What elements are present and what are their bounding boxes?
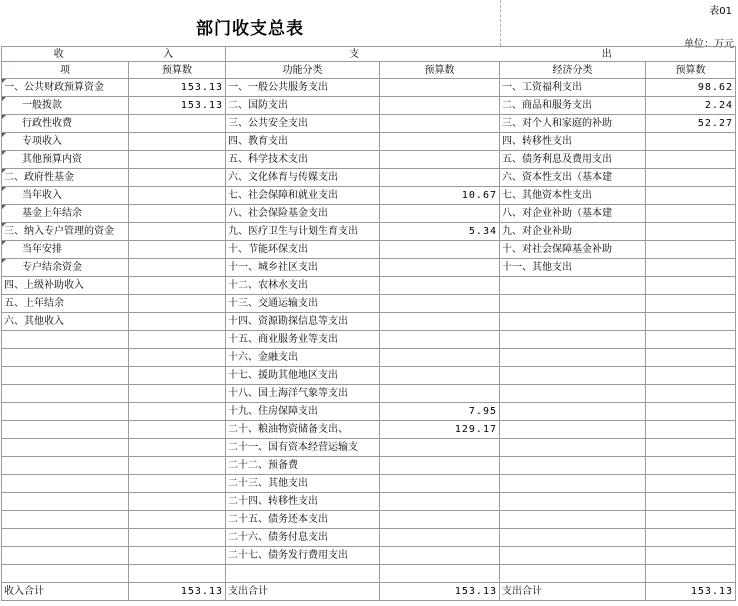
function-amount [380,295,500,313]
income-amount [129,277,226,295]
function-item: 五、科学技术支出 [226,151,380,169]
function-amount [380,205,500,223]
economic-amount [646,385,736,403]
income-amount [129,367,226,385]
income-total-label: 收入合计 [2,583,129,601]
economic-item: 三、对个人和家庭的补助 [500,115,646,133]
function-amount [380,529,500,547]
income-amount [129,313,226,331]
income-item [2,403,129,421]
function-item: 三、公共安全支出 [226,115,380,133]
income-item: 六、其他收入 [2,313,129,331]
economic-item: 十一、其他支出 [500,259,646,277]
table-row [2,295,736,313]
economic-item [500,295,646,313]
table-row [2,529,736,547]
income-amount [129,511,226,529]
income-item: 三、纳入专户管理的资金 [2,223,129,241]
income-item: 一般拨款 [2,97,129,115]
function-item: 十六、金融支出 [226,349,380,367]
economic-amount [646,529,736,547]
income-item [2,565,129,583]
income-amount [129,223,226,241]
economic-item [500,313,646,331]
table-row [2,97,736,115]
economic-item: 六、资本性支出（基本建 [500,169,646,187]
economic-total-amount: 153.13 [646,583,736,601]
income-amount [129,385,226,403]
economic-item [500,457,646,475]
economic-amount [646,457,736,475]
income-header-right: 入 [163,48,174,60]
economic-item: 五、债务利息及费用支出 [500,151,646,169]
table-row [2,223,736,241]
economic-amount: 52.27 [646,115,736,133]
income-amount [129,457,226,475]
economic-item [500,349,646,367]
function-item: 一、一般公共服务支出 [226,79,380,97]
income-item [2,493,129,511]
col-header-function: 功能分类 [226,62,380,79]
function-item: 四、教育支出 [226,133,380,151]
function-item: 二、国防支出 [226,97,380,115]
economic-amount [646,493,736,511]
function-amount [380,349,500,367]
economic-item [500,475,646,493]
table-row [2,205,736,223]
income-item: 专户结余资金 [2,259,129,277]
income-amount [129,295,226,313]
income-amount [129,421,226,439]
income-item [2,511,129,529]
income-amount [129,331,226,349]
economic-amount [646,241,736,259]
income-item: 四、上级补助收入 [2,277,129,295]
income-amount [129,403,226,421]
table-row [2,169,736,187]
income-amount [129,439,226,457]
function-item [226,565,380,583]
economic-amount [646,187,736,205]
function-amount [380,241,500,259]
economic-item: 七、其他资本性支出 [500,187,646,205]
header-row-1 [2,47,736,62]
economic-amount [646,313,736,331]
economic-amount [646,169,736,187]
income-item [2,421,129,439]
table-row [2,403,736,421]
function-item: 十三、交通运输支出 [226,295,380,313]
function-amount [380,79,500,97]
function-item: 十五、商业服务业等支出 [226,331,380,349]
income-amount [129,529,226,547]
economic-amount [646,133,736,151]
function-item: 二十一、国有资本经营运输支 [226,439,380,457]
income-amount [129,547,226,565]
page-break-line [500,0,501,46]
unit-label: 单位：万元 [684,39,734,50]
function-item: 十二、农林水支出 [226,277,380,295]
economic-amount [646,421,736,439]
economic-amount [646,205,736,223]
table-row [2,331,736,349]
function-item: 十九、住房保障支出 [226,403,380,421]
income-group-header [2,47,226,62]
function-item: 二十四、转移性支出 [226,493,380,511]
function-item: 十一、城乡社区支出 [226,259,380,277]
income-total-amount: 153.13 [129,583,226,601]
economic-item: 四、转移性支出 [500,133,646,151]
function-amount [380,565,500,583]
income-amount [129,151,226,169]
economic-item [500,529,646,547]
economic-amount [646,403,736,421]
economic-item: 一、工资福利支出 [500,79,646,97]
table-row [2,259,736,277]
income-amount [129,349,226,367]
function-amount: 129.17 [380,421,500,439]
table-row [2,151,736,169]
economic-total-label: 支出合计 [500,583,646,601]
income-item: 行政性收费 [2,115,129,133]
income-header-left: 收 [53,48,64,60]
economic-item: 二、商品和服务支出 [500,97,646,115]
income-item [2,439,129,457]
economic-item [500,547,646,565]
income-item: 一、公共财政预算资金 [2,79,129,97]
function-item: 六、文化体育与传媒支出 [226,169,380,187]
function-amount: 5.34 [380,223,500,241]
economic-item: 八、对企业补助（基本建 [500,205,646,223]
economic-item [500,493,646,511]
income-amount [129,133,226,151]
income-amount [129,115,226,133]
function-amount [380,493,500,511]
income-item: 当年安排 [2,241,129,259]
function-amount [380,313,500,331]
economic-amount [646,511,736,529]
economic-amount [646,349,736,367]
col-header-economic: 经济分类 [500,62,646,79]
income-amount [129,169,226,187]
header-row-2 [2,62,736,79]
economic-item [500,511,646,529]
income-amount [129,493,226,511]
function-item: 二十五、债务还本支出 [226,511,380,529]
totals-row [2,583,736,601]
economic-item: 十、对社会保障基金补助 [500,241,646,259]
function-amount [380,133,500,151]
economic-item [500,367,646,385]
economic-item [500,385,646,403]
function-amount [380,115,500,133]
expense-group-header [226,47,736,62]
budget-summary-table [1,46,736,601]
economic-item [500,403,646,421]
economic-amount [646,367,736,385]
table-row [2,241,736,259]
col-header-item: 项 [2,62,129,79]
economic-amount [646,223,736,241]
table-row [2,277,736,295]
function-amount: 10.67 [380,187,500,205]
function-amount [380,277,500,295]
table-row [2,547,736,565]
economic-item [500,277,646,295]
income-amount: 153.13 [129,79,226,97]
function-amount [380,169,500,187]
income-item: 其他预算内资 [2,151,129,169]
table-number: 表01 [709,6,732,17]
function-item: 二十六、债务付息支出 [226,529,380,547]
economic-amount [646,565,736,583]
income-item [2,385,129,403]
income-item [2,529,129,547]
function-amount [380,511,500,529]
function-item: 七、社会保障和就业支出 [226,187,380,205]
economic-item [500,565,646,583]
income-item [2,457,129,475]
function-total-label: 支出合计 [226,583,380,601]
table-row [2,457,736,475]
function-total-amount: 153.13 [380,583,500,601]
economic-amount [646,547,736,565]
function-amount [380,439,500,457]
col-header-income-budget: 预算数 [129,62,226,79]
function-amount [380,547,500,565]
function-amount [380,475,500,493]
expense-header-right: 出 [601,48,612,60]
function-item: 二十二、预备费 [226,457,380,475]
function-amount [380,457,500,475]
table-row [2,313,736,331]
function-amount [380,385,500,403]
function-item: 十、节能环保支出 [226,241,380,259]
economic-amount [646,295,736,313]
function-item: 十七、援助其他地区支出 [226,367,380,385]
economic-amount [646,331,736,349]
function-amount: 7.95 [380,403,500,421]
col-header-economic-budget: 预算数 [646,62,736,79]
income-item [2,547,129,565]
economic-amount [646,475,736,493]
function-amount [380,151,500,169]
table-row [2,187,736,205]
function-item: 二十三、其他支出 [226,475,380,493]
economic-amount [646,439,736,457]
table-row [2,493,736,511]
economic-amount: 2.24 [646,97,736,115]
income-item [2,349,129,367]
table-row [2,475,736,493]
function-item: 十四、资源勘探信息等支出 [226,313,380,331]
function-amount [380,97,500,115]
function-item: 二十七、债务发行费用支出 [226,547,380,565]
income-item: 二、政府性基金 [2,169,129,187]
function-item: 八、社会保险基金支出 [226,205,380,223]
table-row [2,349,736,367]
page-title: 部门收支总表 [196,19,304,39]
table-row [2,115,736,133]
income-amount [129,475,226,493]
income-amount [129,205,226,223]
table-row [2,511,736,529]
table-row [2,133,736,151]
function-amount [380,259,500,277]
economic-amount [646,277,736,295]
income-item: 五、上年结余 [2,295,129,313]
expense-header-left: 支 [349,48,360,60]
economic-amount: 98.62 [646,79,736,97]
income-amount: 153.13 [129,97,226,115]
table-row [2,421,736,439]
economic-item [500,421,646,439]
economic-item [500,439,646,457]
table-row [2,385,736,403]
economic-amount [646,259,736,277]
income-amount [129,187,226,205]
col-header-function-budget: 预算数 [380,62,500,79]
function-item: 十八、国土海洋气象等支出 [226,385,380,403]
income-amount [129,565,226,583]
economic-item [500,331,646,349]
income-amount [129,259,226,277]
income-item [2,475,129,493]
table-row [2,565,736,583]
table-row [2,367,736,385]
function-amount [380,367,500,385]
income-item: 基金上年结余 [2,205,129,223]
economic-item: 九、对企业补助 [500,223,646,241]
function-item: 九、医疗卫生与计划生育支出 [226,223,380,241]
table-row [2,79,736,97]
income-item: 当年收入 [2,187,129,205]
income-item: 专项收入 [2,133,129,151]
function-amount [380,331,500,349]
income-item [2,331,129,349]
economic-amount [646,151,736,169]
income-amount [129,241,226,259]
table-row [2,439,736,457]
income-item [2,367,129,385]
function-item: 二十、粮油物资储备支出、 [226,421,380,439]
